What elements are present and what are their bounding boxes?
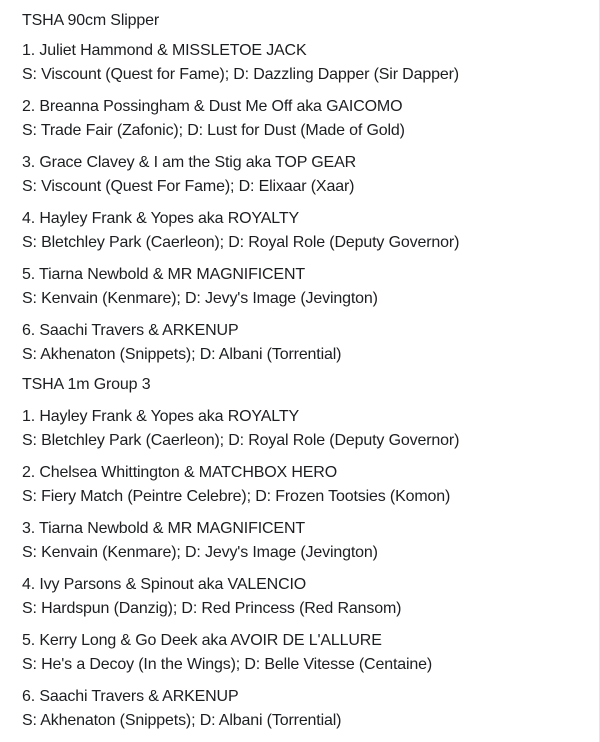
result-entry <box>22 95 600 143</box>
placing-rider-horse: 4. Ivy Parsons & Spinout aka VALENCIO <box>22 576 307 593</box>
sire-dam-line: S: Bletchley Park (Caerleon); D: Royal Role (Deputy Governor) <box>22 432 460 449</box>
result-entry <box>22 629 600 677</box>
placing-rider-horse: 1. Juliet Hammond & MISSLETOE JACK <box>22 42 307 59</box>
result-entry <box>22 685 600 733</box>
placing-rider-horse: 6. Saachi Travers & ARKENUP <box>22 688 239 705</box>
sire-dam-line: S: Bletchley Park (Caerleon); D: Royal Role (Deputy Governor) <box>22 234 460 251</box>
results-list-90cm-slipper <box>22 39 600 367</box>
result-entry <box>22 461 600 509</box>
result-entry <box>22 319 600 367</box>
result-entry <box>22 573 600 621</box>
placing-rider-horse: 6. Saachi Travers & ARKENUP <box>22 322 239 339</box>
sire-dam-line: S: Akhenaton (Snippets); D: Albani (Torrential) <box>22 346 342 363</box>
sire-dam-line: S: He's a Decoy (In the Wings); D: Belle Vitesse (Centaine) <box>22 656 433 673</box>
section-title-1m-group-3: TSHA 1m Group 3 <box>22 376 151 393</box>
placing-rider-horse: 1. Hayley Frank & Yopes aka ROYALTY <box>22 408 299 425</box>
sire-dam-line: S: Hardspun (Danzig); D: Red Princess (Red Ransom) <box>22 600 402 617</box>
placing-rider-horse: 3. Grace Clavey & I am the Stig aka TOP GEAR <box>22 154 356 171</box>
result-entry <box>22 151 600 199</box>
placing-rider-horse: 4. Hayley Frank & Yopes aka ROYALTY <box>22 210 299 227</box>
section-title-90cm-slipper: TSHA 90cm Slipper <box>22 12 160 29</box>
sire-dam-line: S: Trade Fair (Zafonic); D: Lust for Dust (Made of Gold) <box>22 122 405 139</box>
placing-rider-horse: 3. Tiarna Newbold & MR MAGNIFICENT <box>22 520 305 537</box>
placing-rider-horse: 5. Kerry Long & Go Deek aka AVOIR DE L'ALLURE <box>22 632 382 649</box>
result-entry <box>22 517 600 565</box>
result-entry <box>22 405 600 453</box>
placing-rider-horse: 2. Breanna Possingham & Dust Me Off aka GAICOMO <box>22 98 403 115</box>
sire-dam-line: S: Kenvain (Kenmare); D: Jevy's Image (Jevington) <box>22 290 378 307</box>
results-list-1m-group-3 <box>22 405 600 733</box>
sire-dam-line: S: Kenvain (Kenmare); D: Jevy's Image (Jevington) <box>22 544 378 561</box>
placing-rider-horse: 5. Tiarna Newbold & MR MAGNIFICENT <box>22 266 305 283</box>
sire-dam-line: S: Viscount (Quest for Fame); D: Dazzling Dapper (Sir Dapper) <box>22 66 459 83</box>
sire-dam-line: S: Viscount (Quest For Fame); D: Elixaar (Xaar) <box>22 178 355 195</box>
result-entry <box>22 39 600 87</box>
sire-dam-line: S: Akhenaton (Snippets); D: Albani (Torrential) <box>22 712 342 729</box>
result-entry <box>22 263 600 311</box>
sire-dam-line: S: Fiery Match (Peintre Celebre); D: Frozen Tootsies (Komon) <box>22 488 451 505</box>
placing-rider-horse: 2. Chelsea Whittington & MATCHBOX HERO <box>22 464 337 481</box>
result-entry <box>22 207 600 255</box>
